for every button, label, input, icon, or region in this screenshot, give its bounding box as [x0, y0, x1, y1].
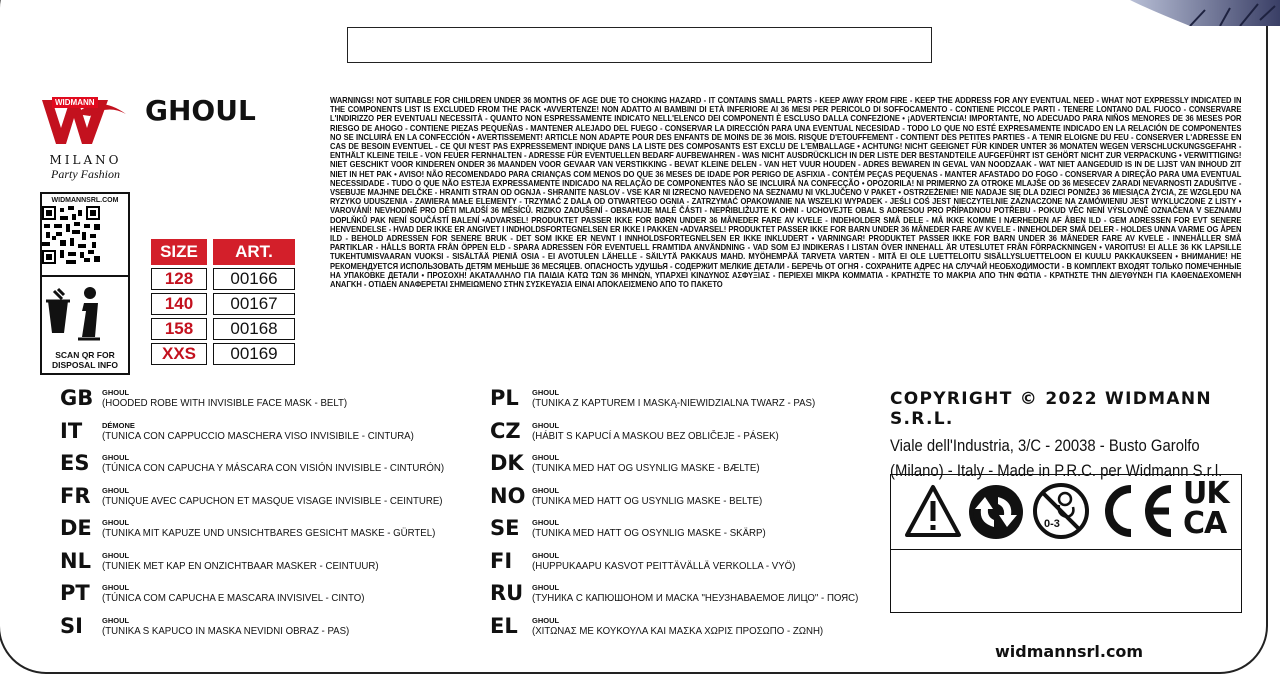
product-name: GHOUL: [532, 388, 560, 397]
language-code: SI: [60, 613, 83, 638]
address-line-1: Viale dell'Industria, 3/C - 20038 - Busto Garolfo: [890, 437, 1200, 455]
size-header: SIZE: [151, 239, 207, 265]
green-dot-recycling-icon: [967, 483, 1025, 541]
product-name: GHOUL: [102, 388, 130, 397]
language-code: CZ: [490, 418, 521, 443]
product-description: (TUNIKA Z KAPTUREM I MASKĄ-NIEWIDZIALNA TWARZ - PAS): [532, 397, 816, 409]
product-description: (TUNIQUE AVEC CAPUCHON ET MASQUE VISAGE INVISIBLE - CEINTURE): [102, 494, 443, 507]
brand-name: WIDMANN: [52, 97, 98, 108]
ukca-mark-icon: [1183, 476, 1239, 541]
product-name: GHOUL: [532, 485, 560, 495]
table-row: [151, 343, 295, 365]
website-link[interactable]: widmannsrl.com: [995, 642, 1144, 661]
product-description: (TUNIKA MED HATT OG USYNLIG MASKE - BELTE): [532, 494, 763, 507]
article-cell: 00168: [213, 318, 295, 340]
product-description: (TUNIKA MED HATT OG OSYNLIG MASKE - SKÄRP): [532, 527, 766, 539]
language-code: FR: [60, 483, 91, 508]
ukca-line-2: CA: [1183, 506, 1227, 541]
article-cell: 00169: [213, 343, 295, 365]
language-code: DK: [490, 451, 524, 475]
language-list-left: [60, 387, 474, 647]
language-code: SE: [490, 516, 520, 540]
language-code: GB: [60, 386, 94, 410]
product-name: DÉMONE: [102, 420, 135, 430]
address-line-2: (Milano) - Italy - Made in P.R.C. per Widmann S.r.l.: [890, 462, 1223, 480]
size-cell: 128: [151, 268, 207, 290]
language-code: PT: [60, 581, 90, 605]
language-code: PL: [490, 386, 519, 410]
qr-disposal-box: [40, 192, 130, 375]
product-name: GHOUL: [102, 453, 130, 462]
product-description: (TÚNICA COM CAPUCHA E MASCARA INVISIVEL - CINTO): [102, 592, 365, 604]
list-item: [60, 387, 474, 420]
warning-triangle-icon: [903, 483, 963, 539]
product-title: GHOUL: [145, 94, 256, 127]
product-name: GHOUL: [532, 550, 560, 560]
product-name: GHOUL: [532, 453, 560, 462]
product-description: (ТУНИКА С КАПЮШОНОМ И МАСКА "НЕУЗНАВАЕМОЕ ЛИЦО" - ПОЯС): [532, 592, 859, 604]
table-row: [151, 268, 295, 290]
product-description: (HÁBIT S KAPUCÍ A MASKOU BEZ OBLIČEJE - PÁSEK): [532, 429, 779, 442]
size-cell: 140: [151, 293, 207, 315]
product-name: GHOUL: [102, 583, 130, 592]
list-item: [60, 452, 474, 485]
qr-url: WIDMANNSRL.COM: [51, 197, 119, 204]
product-name: GHOUL: [102, 485, 130, 495]
language-code: DE: [60, 516, 92, 540]
qr-code-icon[interactable]: [42, 206, 100, 264]
blank-info-box: [890, 549, 1242, 613]
table-row: [151, 318, 295, 340]
list-item: [490, 517, 887, 550]
product-name: GHOUL: [532, 615, 560, 625]
list-item: [490, 485, 887, 518]
disposal-bin-icon: [42, 285, 106, 343]
brand-city: MILANO: [49, 153, 122, 167]
not-for-children-0-3-icon: [1031, 481, 1091, 541]
product-description: (ΧΙΤΩΝΑΣ ΜΕ ΚΟΥΚΟΥΛΑ ΚΑΙ ΜΑΣΚΑ ΧΩΡΙΣ ΠΡΟΣΩΠΟ - ΖΩΝΗ): [532, 624, 824, 637]
list-item: [490, 420, 887, 453]
size-cell: 158: [151, 318, 207, 340]
ukca-line-1: UK: [1183, 476, 1229, 511]
language-code: IT: [60, 418, 83, 443]
product-description: (TUNIKA MIT KAPUZE UND UNSICHTBARES GESICHT MASKE - GÜRTEL): [102, 527, 436, 539]
ce-mark-icon: [1097, 483, 1175, 539]
product-description: (TÚNICA CON CAPUCHA Y MÁSCARA CON VISIÓN INVISIBLE - CINTURÓN): [102, 462, 445, 474]
article-header: ART.: [213, 239, 295, 265]
article-cell: 00167: [213, 293, 295, 315]
product-name: GHOUL: [102, 518, 130, 527]
age-range-label: 0-3: [1044, 518, 1060, 530]
product-description: (TUNICA CON CAPPUCCIO MASCHERA VISO INVISIBILE - CINTURA): [102, 429, 414, 442]
product-description: (HUPPUKAAPU KASVOT PEITTÄVÄLLÄ VERKOLLA - VYÖ): [532, 559, 796, 572]
language-code: ES: [60, 451, 90, 475]
multilingual-warning-text: WARNINGS! NOT SUITABLE FOR CHILDREN UNDER 36 MONTHS OF AGE DUE TO CHOKING HAZARD - IT CONTAINS SMALL PARTS - KEEP AWAY FROM FIRE - KEEP THE ADDRESS FOR ANY EVENTUAL NEED - WHAT NOT EXPRESSLY INDICATED IN THE COMPONENTS LIST IS EXCLUDED FROM THE PACK •AVVERTENZE! NON ADATTO AI BAMBINI DI ETÀ INFERIORE AI 36 MESI PER PERICOLO DI SOFFOCAMENTO - CONTIENE PICCOLE PARTI - TENERE LONTANO DAL FUOCO - CONSERVARE L'INDIRIZZO PER EVENTUALI NECESSITÀ - QUANTO NON ESPRESSAMENTE INDICATO NELL'ELENCO DEI COMPONENTI È ESCLUSO DALLA CONFEZIONE • ¡ADVERTENCIA! IMPORTANTE, NO ADECUADO PARA NIÑOS MENORES DE 36 MESES POR RIESGO DE AHOGO - CONTIENE PIEZAS PEQUEÑAS - MANTENER ALEJADO DEL FUEGO - CONSERVAR LA DIRECCIÓN PARA UNA EVENTUAL NECESIDAD - TODO LO QUE NO ESTÉ EXPRESAMENTE INDICADO EN LA RELACIÓN DE COMPONENTES NO SE INCLUIRÁ EN LA CONFECCIÓN • AVERTISSEMENT! ARTICLE NON ADAPTE POUR DES ENFANTS DE MOINS DE 36 MOIS. RISQUE D'ETOUFFEMENT - CONTIENT DES PETITES PARTIES - A TENIR ELOIGNE DU FEU - CONSERVER L'ADRESSE EN CAS DE BESOIN EVENTUEL - CE QUI N'EST PAS EXPRESSEMENT INDIQUE DANS LA LISTE DES COMPOSANTS EST EXCLU DE L'EMBALLAGE • ACHTUNG! NICHT GEEIGNET FÜR KINDER UNTER 36 MONATEN WEGEN VERSCHLUCKUNGSGEFAHR - ENTHÄLT KLEINE TEILE - VON FEUER FERNHALTEN - ADRESSE FÜR EVENTUELLEN BEDARF AUFBEWAHREN - WAS NICHT AUSDRÜCKLICH IN DER LISTE DER BESTANDTEILE AUFGEFÜHRT IST GEHÖRT NICHT ZUR VERPACKUNG • VERWITTIGING! NIET GESCHIKT VOOR KINDEREN ONDER 36 MAANDEN VOOR GEVAAR VAN VERSTIKKING - BEVAT KLEINE DELEN - VAN HET VUUR HOUDEN - ADRES BEWAREN IN GEVAL VAN NOODZAAK - WAT NIET AANGEDUID IS IN DE LIJST VAN INHOUD ZIT NIET IN HET PAK • AVISO! NÃO RECOMENDADO PARA CRIANÇAS COM MENOS DO QUE 36 MESES DE IDADE POR PERIGO DE ASFIXIA - CONTÉM PEÇAS PEQUENAS - MANTER AFASTADO DO FOGO - CONSERVAR A DIREÇÃO PARA UMA EVENTUAL NECESSIDADE - TUDO O QUE NÃO ESTEJA EXPRESSAMENTE INDICADO NA RELAÇÃO DE COMPONENTES NÃO SE INCLUIRÁ NA CONFECÇÃO • OPOZORILA! NI PRIMERNO ZA OTROKE MLAJŠE OD 36 MESECEV ZARADI NEVARNOSTI ZADUŠITVE - VSEBUJE MAJHNE DELČKE - HRANITI STRAN OD OGNJA - SHRANITE NASLOV - VSE KAR NI IZRECNO NAVEDENO NA SEZNAMU NI VKLJUČENO V PAKET • OSTRZEŻENIE! NIE NADAJE SIĘ DLA DZIECI PONIŻEJ 36 MIESIĄCA ŻYCIA, ZE WZGLĘDU NA RYZYKO UDUSZENIA - ZAWIERA MAŁE ELEMENTY - TRZYMAĆ Z DALA OD OTWARTEGO OGNIA - ZATRZYMAĆ OPAKOWANIE NA WSZELKI WYPADEK - JEŚLI COŚ JEST NIECZYTELNIE ZAZNACZONE NA ZAMÓWIENIU JEST WYKLUCZONE Z LISTY • VAROVÁNÍ! NEVHODNÉ PRO DĚTI MLADŠÍ 36 MĚSÍCŮ. RIZIKO ZADUŠENÍ - OBSAHUJE MALÉ ČÁSTI - NEPŘIBLIŽUJTE K OHNI - UCHOVEJTE OBAL S ADRESOU PRO PŘÍPADNOU POTŘEBU - POKUD VĚC NENÍ VÝSLOVNĚ OZNAČENA V SEZNAMU DOPLŇKŮ PAK NENÍ SOUČÁSTÍ BALENÍ •ADVARSEL! PRODUKTET PASSER IKKE FOR BØRN UNDER 36 MÅNEDER FARE AV KVELE - INDEHOLDER SMÅ DELE - MÅ IKKE KOMME I NÆRHEDEN AF ÅBEN ILD - GEM ADRESSEN FOR EVT SENERE HENVENDELSE - HVAD DER IKKE ER ANGIVET I INDHOLDSFORTEGNELSEN ER IKKE I PAKKEN •ADVARSEL! PRODUKTET PASSER IKKE FOR BARN UNDER 36 MÅNEDER FARE AV KVELE - INNEHOLDER SMÅ DELER - HOLDES UNNA VARME OG ÅPEN ILD - BEHOLD ADRESSEN FOR SENERE BRUK - DET SOM IKKE ER NEVNT I INNHOLDSFORTEGNELSEN ER IKKE INKLUDERT • VARNINGAR! PRODUKTET PASSER IKKE FOR BARN UNDER 36 MÅNEDER FARE AV KVELE - INNEHÅLLER SMÅ PARTIKLAR - HÅLLS BORTA FRÅN ÖPPEN ELD - SPARA ADRESSEN FÖR EVENTUELL FRAMTIDA ANVÄNDNING - VAD SOM EJ INDIKERAS I LISTAN ÖVER INNEHALL ÄR UTESLUTET FRÅN FÖRPACKNINGEN • VAROITUS! EI ALLE 36 KK LAPSILLE TUKEHTUMISVAARAN VUOKSI - SISÄLTÄÄ PIENIÄ OSIA - EI AVOTULEN LÄHELLE - SÄILYTÄ PAKKAUS MAHD. MYÖHEMPÄÄ TARVETA VARTEN - MITÄ EI OLE LUETTELOITU SISÄLLYSLUETTELOON EI KUULU PAKKAUKSEEN • ВНИМАНИЕ! НЕ РЕКОМЕНДУЕТСЯ ИСПОЛЬЗОВАТЬ ДЕТЯМ МЕНЬШЕ 36 МЕСЯЦЕВ. ОПАСНОСТЬ УДУШЬЯ - СОДЕРЖИТ МЕЛКИЕ ДЕТАЛИ - БЕРЕЧЬ ОТ ОГНЯ - СОХРАНИТЕ АДРЕС НА СЛУЧАЙ НЕОБХОДИМОСТИ - В КОМПЛЕКТ ВХОДЯТ ТОЛЬКО ПОМЕЧЕННЫЕ НА УПАКОВКЕ ДЕТАЛИ • ΠΡΟΣΟΧΗ! ΑΚΑΤΑΛΛΗΛΟ ΓΙΑ ΠΑΙΔΙΑ ΚΑΤΩ ΤΩΝ 36 ΜΗΝΩΝ, ΥΠΑΡΧΕΙ ΚΙΝΔΥΝΟΣ ΑΣΦΥΞΙΑΣ - ΠΕΡΙΕΧΕΙ ΜΙΚΡΑ ΚΟΜΜΑΤΙΑ - ΚΡΑΤΗΣΤΕ ΤΟ ΜΑΚΡΙΑ ΑΠΟ ΤΗΝ ΦΩΤΙΑ - ΚΡΑΤΗΣΤΕ ΤΗΝ ΔΙΕΥΘΥΝΣΗ ΓΙΑ ΚΑΘΕΝΔΕΧΟΜΕΝΗ ΑΝΑΓΚΗ - ΟΤΙΔΕΝ ΑΝΑΦΕΡΕΤΑΙ ΣΗΜΕΙΩΜΕΝΟ ΣΤΗΝ ΣΥΣΚΕΥΑΣΙΑ ΕΙΝΑΙ ΑΠΟΚΛΕΙΣΜΕΝΟ ΑΠΟ ΤΟ ΠΑΚΕΤΟ: [330, 96, 1242, 290]
size-article-table: [145, 236, 301, 368]
product-description: (TUNIKA MED HAT OG USYNLIG MASKE - BÆLTE): [532, 462, 760, 474]
language-code: NO: [490, 483, 526, 508]
decorative-corner-artwork: [1130, 0, 1280, 26]
list-item: [60, 615, 474, 648]
product-name: GHOUL: [532, 420, 560, 430]
product-description: (TUNIEK MET KAP EN ONZICHTBAAR MASKER - CEINTUUR): [102, 559, 379, 572]
product-name: GHOUL: [102, 615, 130, 625]
list-item: [490, 582, 887, 615]
list-item: [60, 582, 474, 615]
list-item: [490, 550, 887, 583]
product-description: (HOODED ROBE WITH INVISIBLE FACE MASK - BELT): [102, 397, 348, 409]
language-code: NL: [60, 548, 91, 573]
product-name: GHOUL: [102, 550, 130, 560]
product-description: (TUNIKA S KAPUCO IN MASKA NEVIDNI OBRAZ - PAS): [102, 624, 350, 637]
company-info: [890, 389, 1240, 484]
compliance-symbols: [890, 474, 1242, 549]
brand-tagline: Party Fashion: [51, 167, 120, 181]
brand-logo: [38, 94, 133, 182]
list-item: [60, 485, 474, 518]
language-list-right: [490, 387, 887, 647]
list-item: [60, 517, 474, 550]
article-cell: 00166: [213, 268, 295, 290]
size-cell: XXS: [151, 343, 207, 365]
language-code: RU: [490, 581, 524, 605]
list-item: [490, 387, 887, 420]
list-item: [60, 420, 474, 453]
list-item: [490, 615, 887, 648]
product-name: GHOUL: [532, 583, 560, 592]
product-name: GHOUL: [532, 518, 560, 527]
scan-qr-caption: SCAN QR FOR DISPOSAL INFO: [52, 350, 118, 370]
language-code: EL: [490, 613, 518, 638]
table-row: [151, 293, 295, 315]
language-code: FI: [490, 548, 513, 573]
blank-label-box: [347, 27, 932, 63]
list-item: [490, 452, 887, 485]
copyright-line: COPYRIGHT © 2022 WIDMANN S.R.L.: [890, 389, 1212, 429]
list-item: [60, 550, 474, 583]
